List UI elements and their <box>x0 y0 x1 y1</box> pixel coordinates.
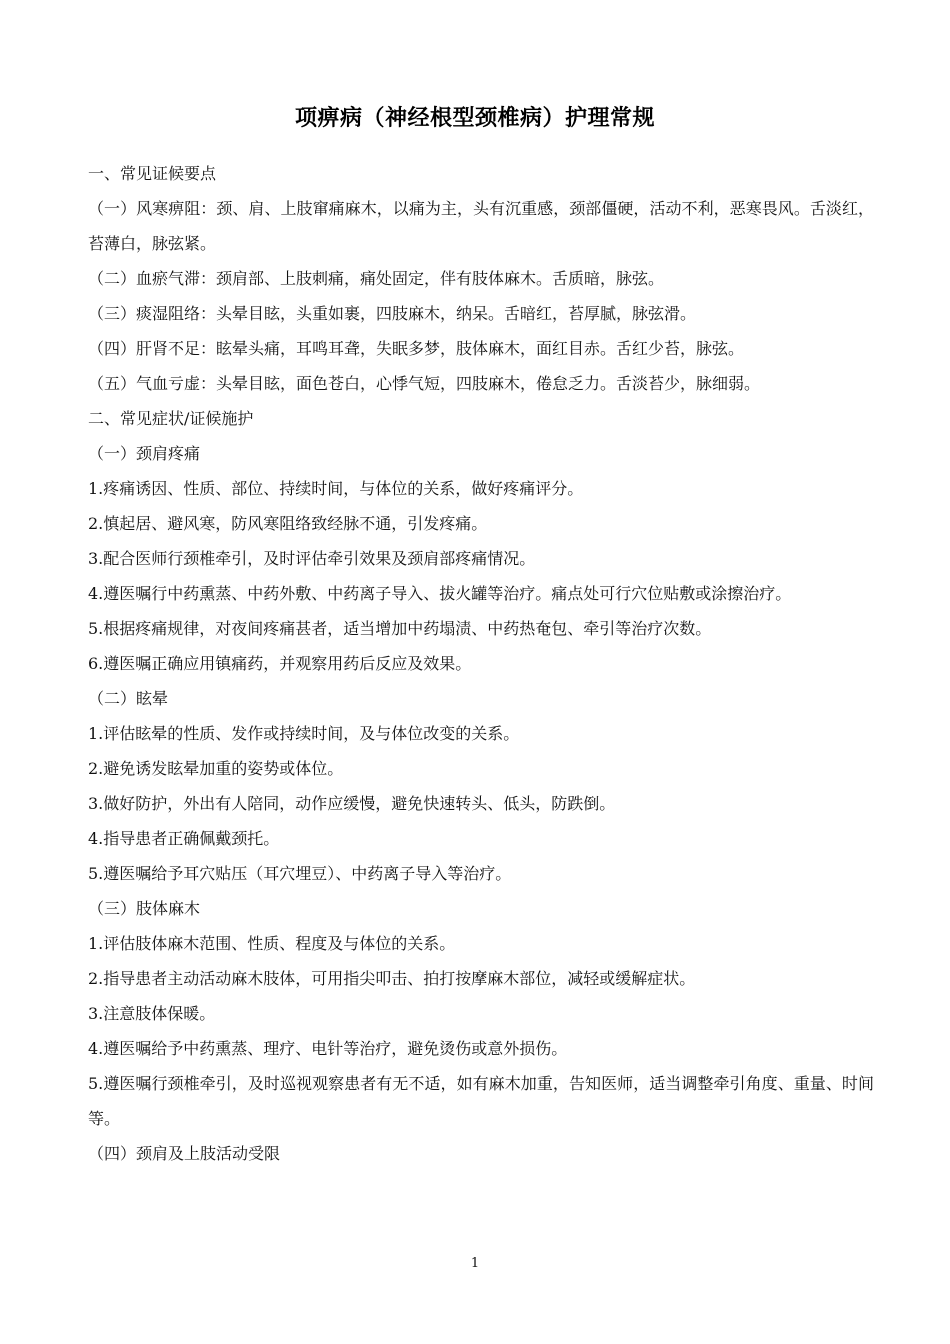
list-item: 2.指导患者主动活动麻木肢体，可用指尖叩击、拍打按摩麻木部位，减轻或缓解症状。 <box>88 969 696 988</box>
page-number: 1 <box>470 1256 480 1271</box>
subsection-heading: （三）肢体麻木 <box>88 899 201 918</box>
document-title: 项痹病（神经根型颈椎病）护理常规 <box>294 106 655 131</box>
paragraph: （四）肝肾不足：眩晕头痛，耳鸣耳聋，失眠多梦，肢体麻木，面红目赤。舌红少苔，脉弦。 <box>88 339 745 358</box>
section-heading: 二、常见症状/证候施护 <box>88 409 254 428</box>
list-item: 4.遵医嘱行中药熏蒸、中药外敷、中药离子导入、拔火罐等治疗。痛点处可行穴位贴敷或涂擦治疗。 <box>88 584 792 603</box>
list-item: 3.做好防护，外出有人陪同，动作应缓慢，避免快速转头、低头，防跌倒。 <box>88 794 616 813</box>
document-body <box>88 156 874 1171</box>
list-item: 5.遵医嘱行颈椎牵引，及时巡视观察患者有无不适，如有麻木加重，告知医师，适当调整牵引角度、重量、时间等。 <box>88 1074 874 1128</box>
paragraph: （三）痰湿阻络：头晕目眩，头重如裹，四肢麻木，纳呆。舌暗红，苔厚腻，脉弦滑。 <box>88 304 697 323</box>
subsection-heading: （一）颈肩疼痛 <box>88 444 201 463</box>
list-item: 1.疼痛诱因、性质、部位、持续时间，与体位的关系，做好疼痛评分。 <box>88 479 584 498</box>
list-item: 5.遵医嘱给予耳穴贴压（耳穴埋豆）、中药离子导入等治疗。 <box>88 864 512 883</box>
list-item: 4.指导患者正确佩戴颈托。 <box>88 829 280 848</box>
list-item: 6.遵医嘱正确应用镇痛药，并观察用药后反应及效果。 <box>88 654 472 673</box>
list-item: 1.评估眩晕的性质、发作或持续时间，及与体位改变的关系。 <box>88 724 520 743</box>
list-item: 2.避免诱发眩晕加重的姿势或体位。 <box>88 759 344 778</box>
section-heading: 一、常见证候要点 <box>88 164 217 183</box>
subsection-heading: （二）眩晕 <box>88 689 169 708</box>
subsection-heading: （四）颈肩及上肢活动受限 <box>88 1144 281 1163</box>
list-item: 2.慎起居、避风寒，防风寒阻络致经脉不通，引发疼痛。 <box>88 514 488 533</box>
paragraph: （一）风寒痹阻：颈、肩、上肢窜痛麻木，以痛为主，头有沉重感，颈部僵硬，活动不利，恶寒畏风。舌淡红，苔薄白，脉弦紧。 <box>88 199 874 253</box>
list-item: 3.注意肢体保暖。 <box>88 1004 216 1023</box>
paragraph: （二）血瘀气滞：颈肩部、上肢刺痛，痛处固定，伴有肢体麻木。舌质暗，脉弦。 <box>88 269 665 288</box>
list-item: 4.遵医嘱给予中药熏蒸、理疗、电针等治疗，避免烫伤或意外损伤。 <box>88 1039 568 1058</box>
list-item: 1.评估肢体麻木范围、性质、程度及与体位的关系。 <box>88 934 456 953</box>
paragraph: （五）气血亏虚：头晕目眩，面色苍白，心悸气短，四肢麻木，倦怠乏力。舌淡苔少，脉细弱。 <box>88 374 761 393</box>
list-item: 5.根据疼痛规律，对夜间疼痛甚者，适当增加中药塌渍、中药热奄包、牵引等治疗次数。 <box>88 619 712 638</box>
list-item: 3.配合医师行颈椎牵引，及时评估牵引效果及颈肩部疼痛情况。 <box>88 549 536 568</box>
